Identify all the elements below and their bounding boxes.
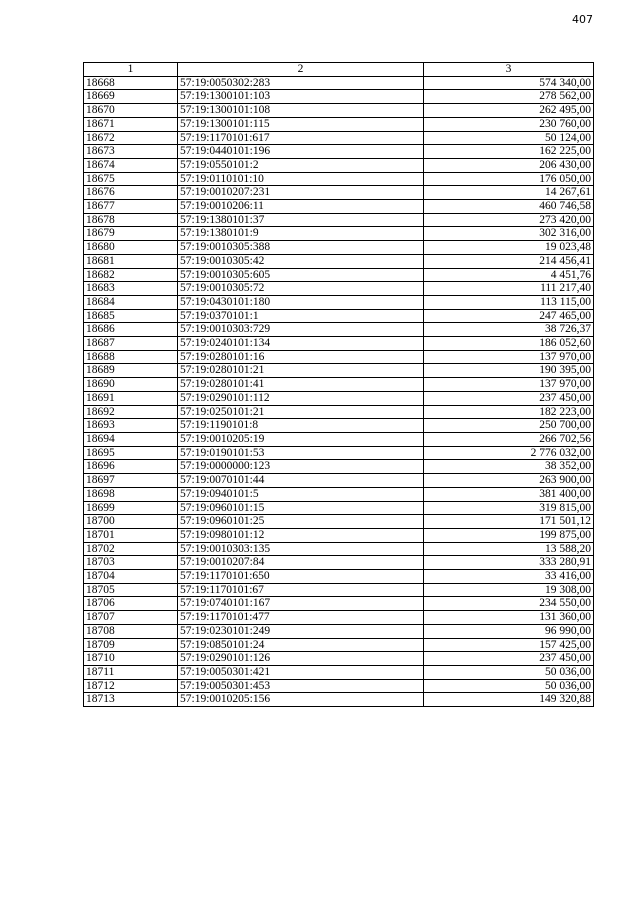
row-number-cell: 18693 bbox=[84, 419, 178, 433]
table-row bbox=[84, 227, 594, 241]
table-row bbox=[84, 282, 594, 296]
cadastral-value-cell: 186 052,60 bbox=[424, 337, 594, 351]
cadastral-value-cell: 162 225,00 bbox=[424, 145, 594, 159]
cadastral-value-cell: 266 702,56 bbox=[424, 432, 594, 446]
cadastral-number-cell: 57:19:0010205:156 bbox=[178, 693, 424, 707]
table-row bbox=[84, 378, 594, 392]
cadastral-value-cell: 176 050,00 bbox=[424, 172, 594, 186]
cadastral-value-cell: 262 495,00 bbox=[424, 104, 594, 118]
cadastral-number-cell: 57:19:0110101:10 bbox=[178, 172, 424, 186]
cadastral-value-cell: 214 456,41 bbox=[424, 254, 594, 268]
row-number-cell: 18706 bbox=[84, 597, 178, 611]
cadastral-value-cell: 13 588,20 bbox=[424, 542, 594, 556]
cadastral-value-cell: 2 776 032,00 bbox=[424, 446, 594, 460]
column-header-3: 3 bbox=[424, 63, 594, 77]
row-number-cell: 18677 bbox=[84, 200, 178, 214]
table-row bbox=[84, 309, 594, 323]
table-row bbox=[84, 665, 594, 679]
row-number-cell: 18669 bbox=[84, 90, 178, 104]
table-row bbox=[84, 419, 594, 433]
row-number-cell: 18708 bbox=[84, 624, 178, 638]
cadastral-number-cell: 57:19:0010305:72 bbox=[178, 282, 424, 296]
cadastral-value-cell: 38 352,00 bbox=[424, 460, 594, 474]
cadastral-number-cell: 57:19:0050301:421 bbox=[178, 665, 424, 679]
cadastral-number-cell: 57:19:0010305:388 bbox=[178, 241, 424, 255]
cadastral-number-cell: 57:19:0960101:25 bbox=[178, 515, 424, 529]
cadastral-value-cell: 111 217,40 bbox=[424, 282, 594, 296]
table-row bbox=[84, 104, 594, 118]
cadastral-number-cell: 57:19:0290101:112 bbox=[178, 391, 424, 405]
row-number-cell: 18704 bbox=[84, 570, 178, 584]
row-number-cell: 18707 bbox=[84, 611, 178, 625]
row-number-cell: 18711 bbox=[84, 665, 178, 679]
table-row bbox=[84, 597, 594, 611]
row-number-cell: 18700 bbox=[84, 515, 178, 529]
table-row bbox=[84, 350, 594, 364]
cadastral-value-cell: 206 430,00 bbox=[424, 158, 594, 172]
table-row bbox=[84, 432, 594, 446]
cadastral-value-cell: 157 425,00 bbox=[424, 638, 594, 652]
row-number-cell: 18686 bbox=[84, 323, 178, 337]
column-header-1: 1 bbox=[84, 63, 178, 77]
cadastral-value-cell: 14 267,61 bbox=[424, 186, 594, 200]
cadastral-number-cell: 57:19:0370101:1 bbox=[178, 309, 424, 323]
cadastral-number-cell: 57:19:0010207:231 bbox=[178, 186, 424, 200]
row-number-cell: 18682 bbox=[84, 268, 178, 282]
cadastral-number-cell: 57:19:0000000:123 bbox=[178, 460, 424, 474]
row-number-cell: 18673 bbox=[84, 145, 178, 159]
table-row bbox=[84, 213, 594, 227]
row-number-cell: 18668 bbox=[84, 76, 178, 90]
cadastral-number-cell: 57:19:0010303:135 bbox=[178, 542, 424, 556]
row-number-cell: 18689 bbox=[84, 364, 178, 378]
cadastral-number-cell: 57:19:0430101:180 bbox=[178, 295, 424, 309]
row-number-cell: 18687 bbox=[84, 337, 178, 351]
row-number-cell: 18695 bbox=[84, 446, 178, 460]
row-number-cell: 18702 bbox=[84, 542, 178, 556]
cadastral-value-cell: 237 450,00 bbox=[424, 391, 594, 405]
row-number-cell: 18699 bbox=[84, 501, 178, 515]
table-row bbox=[84, 131, 594, 145]
table-row bbox=[84, 501, 594, 515]
row-number-cell: 18691 bbox=[84, 391, 178, 405]
row-number-cell: 18713 bbox=[84, 693, 178, 707]
cadastral-value-table bbox=[83, 62, 594, 707]
row-number-cell: 18683 bbox=[84, 282, 178, 296]
cadastral-number-cell: 57:19:1170101:650 bbox=[178, 570, 424, 584]
cadastral-number-cell: 57:19:0050301:453 bbox=[178, 679, 424, 693]
row-number-cell: 18674 bbox=[84, 158, 178, 172]
cadastral-number-cell: 57:19:0010206:11 bbox=[178, 200, 424, 214]
table-row bbox=[84, 638, 594, 652]
table-row bbox=[84, 254, 594, 268]
table-row bbox=[84, 323, 594, 337]
table-row bbox=[84, 515, 594, 529]
cadastral-number-cell: 57:19:0960101:15 bbox=[178, 501, 424, 515]
cadastral-number-cell: 57:19:0230101:249 bbox=[178, 624, 424, 638]
table-row bbox=[84, 487, 594, 501]
table-row bbox=[84, 241, 594, 255]
table-row bbox=[84, 117, 594, 131]
table-row bbox=[84, 693, 594, 707]
cadastral-value-cell: 50 036,00 bbox=[424, 665, 594, 679]
row-number-cell: 18680 bbox=[84, 241, 178, 255]
table-row bbox=[84, 337, 594, 351]
row-number-cell: 18671 bbox=[84, 117, 178, 131]
row-number-cell: 18694 bbox=[84, 432, 178, 446]
row-number-cell: 18709 bbox=[84, 638, 178, 652]
cadastral-value-cell: 230 760,00 bbox=[424, 117, 594, 131]
cadastral-number-cell: 57:19:0850101:24 bbox=[178, 638, 424, 652]
table-row bbox=[84, 172, 594, 186]
table-row bbox=[84, 200, 594, 214]
cadastral-number-cell: 57:19:1170101:477 bbox=[178, 611, 424, 625]
table-row bbox=[84, 611, 594, 625]
row-number-cell: 18698 bbox=[84, 487, 178, 501]
cadastral-number-cell: 57:19:0290101:126 bbox=[178, 652, 424, 666]
cadastral-number-cell: 57:19:0940101:5 bbox=[178, 487, 424, 501]
row-number-cell: 18684 bbox=[84, 295, 178, 309]
table-row bbox=[84, 295, 594, 309]
cadastral-number-cell: 57:19:1300101:103 bbox=[178, 90, 424, 104]
row-number-cell: 18697 bbox=[84, 474, 178, 488]
cadastral-number-cell: 57:19:1300101:115 bbox=[178, 117, 424, 131]
table-row bbox=[84, 556, 594, 570]
cadastral-value-cell: 50 036,00 bbox=[424, 679, 594, 693]
row-number-cell: 18672 bbox=[84, 131, 178, 145]
column-header-2: 2 bbox=[178, 63, 424, 77]
cadastral-value-cell: 33 416,00 bbox=[424, 570, 594, 584]
row-number-cell: 18675 bbox=[84, 172, 178, 186]
cadastral-number-cell: 57:19:0050302:283 bbox=[178, 76, 424, 90]
row-number-cell: 18679 bbox=[84, 227, 178, 241]
table-row bbox=[84, 652, 594, 666]
cadastral-value-cell: 250 700,00 bbox=[424, 419, 594, 433]
cadastral-number-cell: 57:19:0980101:12 bbox=[178, 528, 424, 542]
cadastral-number-cell: 57:19:1380101:9 bbox=[178, 227, 424, 241]
cadastral-value-cell: 278 562,00 bbox=[424, 90, 594, 104]
table-row bbox=[84, 76, 594, 90]
table-row bbox=[84, 158, 594, 172]
table-row bbox=[84, 542, 594, 556]
cadastral-value-cell: 19 023,48 bbox=[424, 241, 594, 255]
cadastral-value-cell: 302 316,00 bbox=[424, 227, 594, 241]
row-number-cell: 18685 bbox=[84, 309, 178, 323]
cadastral-value-cell: 171 501,12 bbox=[424, 515, 594, 529]
cadastral-value-cell: 319 815,00 bbox=[424, 501, 594, 515]
row-number-cell: 18701 bbox=[84, 528, 178, 542]
cadastral-number-cell: 57:19:0240101:134 bbox=[178, 337, 424, 351]
cadastral-number-cell: 57:19:0280101:21 bbox=[178, 364, 424, 378]
table-body bbox=[84, 76, 594, 706]
cadastral-number-cell: 57:19:0280101:41 bbox=[178, 378, 424, 392]
row-number-cell: 18670 bbox=[84, 104, 178, 118]
cadastral-value-cell: 4 451,76 bbox=[424, 268, 594, 282]
cadastral-value-cell: 237 450,00 bbox=[424, 652, 594, 666]
row-number-cell: 18676 bbox=[84, 186, 178, 200]
cadastral-value-cell: 234 550,00 bbox=[424, 597, 594, 611]
table-row bbox=[84, 364, 594, 378]
cadastral-value-cell: 50 124,00 bbox=[424, 131, 594, 145]
cadastral-number-cell: 57:19:1190101:8 bbox=[178, 419, 424, 433]
cadastral-value-cell: 38 726,37 bbox=[424, 323, 594, 337]
table-row bbox=[84, 528, 594, 542]
cadastral-value-cell: 149 320,88 bbox=[424, 693, 594, 707]
cadastral-number-cell: 57:19:0010305:605 bbox=[178, 268, 424, 282]
table-row bbox=[84, 391, 594, 405]
cadastral-value-cell: 460 746,58 bbox=[424, 200, 594, 214]
cadastral-number-cell: 57:19:0250101:21 bbox=[178, 405, 424, 419]
cadastral-value-cell: 96 990,00 bbox=[424, 624, 594, 638]
table-row bbox=[84, 405, 594, 419]
cadastral-number-cell: 57:19:1170101:617 bbox=[178, 131, 424, 145]
table-row bbox=[84, 268, 594, 282]
cadastral-number-cell: 57:19:1170101:67 bbox=[178, 583, 424, 597]
cadastral-value-cell: 333 280,91 bbox=[424, 556, 594, 570]
cadastral-number-cell: 57:19:0550101:2 bbox=[178, 158, 424, 172]
cadastral-number-cell: 57:19:0280101:16 bbox=[178, 350, 424, 364]
row-number-cell: 18681 bbox=[84, 254, 178, 268]
cadastral-value-cell: 19 308,00 bbox=[424, 583, 594, 597]
cadastral-value-cell: 381 400,00 bbox=[424, 487, 594, 501]
row-number-cell: 18690 bbox=[84, 378, 178, 392]
table-row bbox=[84, 145, 594, 159]
cadastral-value-cell: 137 970,00 bbox=[424, 350, 594, 364]
row-number-cell: 18710 bbox=[84, 652, 178, 666]
cadastral-value-cell: 190 395,00 bbox=[424, 364, 594, 378]
table-row bbox=[84, 624, 594, 638]
cadastral-number-cell: 57:19:1300101:108 bbox=[178, 104, 424, 118]
cadastral-number-cell: 57:19:0010205:19 bbox=[178, 432, 424, 446]
cadastral-value-cell: 273 420,00 bbox=[424, 213, 594, 227]
row-number-cell: 18678 bbox=[84, 213, 178, 227]
cadastral-value-cell: 199 875,00 bbox=[424, 528, 594, 542]
cadastral-value-cell: 137 970,00 bbox=[424, 378, 594, 392]
row-number-cell: 18688 bbox=[84, 350, 178, 364]
cadastral-number-cell: 57:19:0440101:196 bbox=[178, 145, 424, 159]
row-number-cell: 18712 bbox=[84, 679, 178, 693]
table-row bbox=[84, 186, 594, 200]
row-number-cell: 18703 bbox=[84, 556, 178, 570]
table-row bbox=[84, 583, 594, 597]
table-row bbox=[84, 90, 594, 104]
cadastral-number-cell: 57:19:0010305:42 bbox=[178, 254, 424, 268]
table-row bbox=[84, 570, 594, 584]
cadastral-number-cell: 57:19:0010303:729 bbox=[178, 323, 424, 337]
table-row bbox=[84, 446, 594, 460]
row-number-cell: 18692 bbox=[84, 405, 178, 419]
cadastral-value-cell: 263 900,00 bbox=[424, 474, 594, 488]
cadastral-value-cell: 113 115,00 bbox=[424, 295, 594, 309]
table-row bbox=[84, 460, 594, 474]
row-number-cell: 18696 bbox=[84, 460, 178, 474]
cadastral-number-cell: 57:19:0070101:44 bbox=[178, 474, 424, 488]
cadastral-number-cell: 57:19:0190101:53 bbox=[178, 446, 424, 460]
cadastral-value-cell: 131 360,00 bbox=[424, 611, 594, 625]
cadastral-number-cell: 57:19:0740101:167 bbox=[178, 597, 424, 611]
table-row bbox=[84, 679, 594, 693]
cadastral-value-cell: 247 465,00 bbox=[424, 309, 594, 323]
table-row bbox=[84, 474, 594, 488]
cadastral-value-cell: 182 223,00 bbox=[424, 405, 594, 419]
cadastral-value-cell: 574 340,00 bbox=[424, 76, 594, 90]
page-number: 407 bbox=[572, 13, 593, 26]
cadastral-number-cell: 57:19:0010207:84 bbox=[178, 556, 424, 570]
row-number-cell: 18705 bbox=[84, 583, 178, 597]
table-header-row bbox=[84, 63, 594, 77]
cadastral-number-cell: 57:19:1380101:37 bbox=[178, 213, 424, 227]
